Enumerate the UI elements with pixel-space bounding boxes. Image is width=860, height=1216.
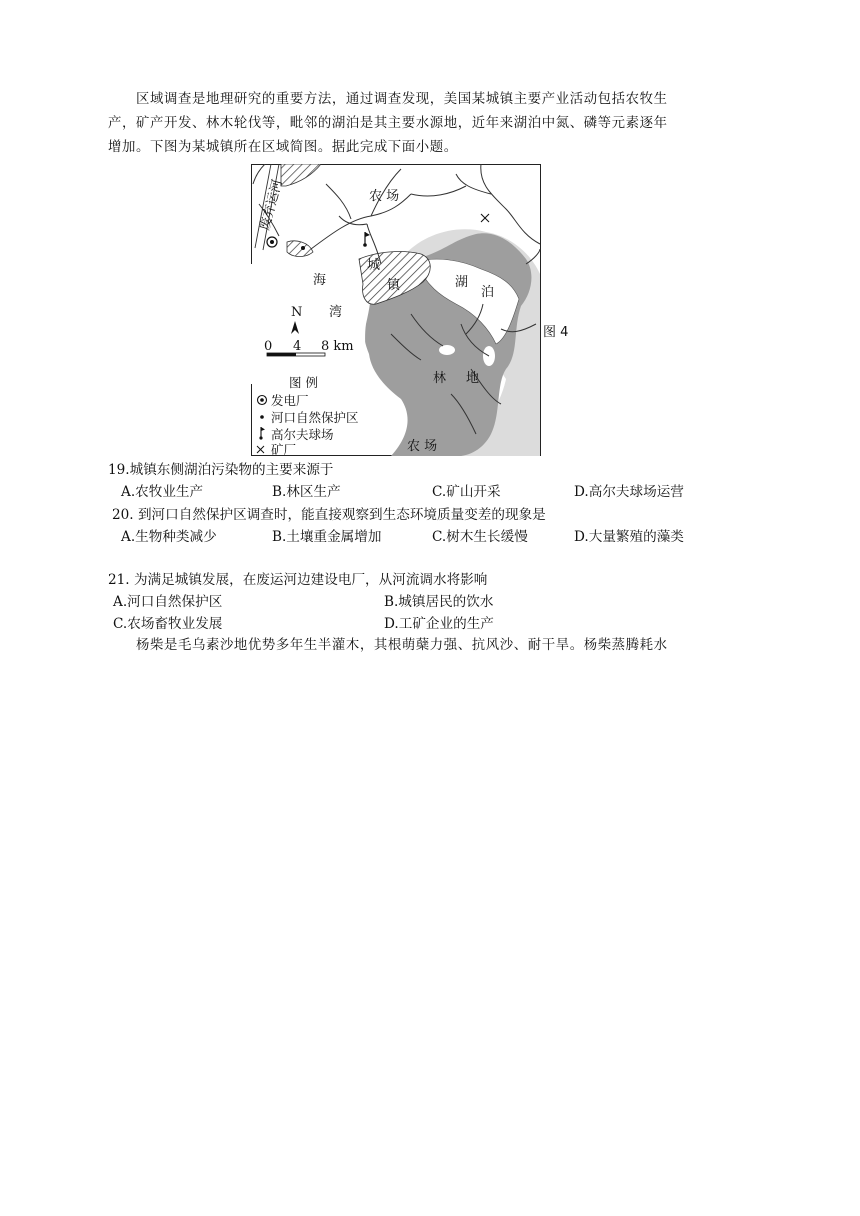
power-plant-icon bbox=[267, 237, 277, 247]
label-town-2: 镇 bbox=[387, 278, 401, 293]
question-19-stem: 19.城镇东侧湖泊污染物的主要来源于 bbox=[108, 462, 334, 478]
estuary-reserve-icon bbox=[301, 246, 305, 250]
legend-reserve-icon bbox=[260, 415, 264, 419]
scale-0: 0 bbox=[264, 339, 273, 354]
question-19-option-b[interactable]: B.林区生产 bbox=[272, 484, 341, 500]
intro-paragraph bbox=[108, 88, 728, 160]
label-lake-2: 泊 bbox=[481, 285, 495, 300]
scale-4: 4 bbox=[293, 339, 302, 354]
legend-item-reserve: 河口自然保护区 bbox=[271, 410, 359, 425]
small-lake bbox=[439, 345, 455, 355]
label-forest-1: 林 bbox=[433, 371, 447, 386]
bay-area bbox=[251, 258, 372, 384]
question-19-option-a[interactable]: A.农牧业生产 bbox=[121, 484, 204, 500]
intro-line-2: 产，矿产开发、林木轮伐等，毗邻的湖泊是其主要水源地，近年来湖泊中氮、磷等元素逐年 bbox=[108, 116, 668, 131]
label-town-1: 城 bbox=[367, 258, 381, 273]
intro-line-1: 区域调查是地理研究的重要方法，通过调查发现，美国某城镇主要产业活动包括农牧生 bbox=[136, 92, 668, 107]
label-bay-2: 湾 bbox=[329, 305, 343, 320]
question-21-option-a[interactable]: A.河口自然保护区 bbox=[113, 594, 223, 610]
question-21-option-c[interactable]: C.农场畜牧业发展 bbox=[113, 616, 223, 632]
question-20-option-b[interactable]: B.土壤重金属增加 bbox=[272, 529, 382, 545]
legend-item-mine: 矿厂 bbox=[271, 442, 297, 456]
figure-caption: 图 4 bbox=[543, 325, 569, 340]
question-20-stem: 20. 到河口自然保护区调查时，能直接观察到生态环境质量变差的现象是 bbox=[112, 507, 546, 523]
label-forest-2: 地 bbox=[466, 371, 480, 386]
region-map bbox=[251, 164, 541, 456]
legend-item-golf: 高尔夫球场 bbox=[271, 427, 334, 442]
question-19-option-d[interactable]: D.高尔夫球场运营 bbox=[574, 484, 684, 500]
legend-item-power-plant: 发电厂 bbox=[271, 393, 309, 408]
north-label: N bbox=[291, 305, 303, 320]
question-20-option-d[interactable]: D.大量繁殖的藻类 bbox=[574, 529, 684, 545]
scale-8: 8 km bbox=[321, 339, 354, 354]
label-farm-top: 农 场 bbox=[369, 189, 400, 204]
next-passage-line: 杨柴是毛乌素沙地优势多年生半灌木，其根萌蘖力强、抗风沙、耐干旱。杨柴蒸腾耗水 bbox=[136, 638, 668, 653]
question-20-option-c[interactable]: C.树木生长缓慢 bbox=[432, 529, 528, 545]
region-map-svg bbox=[251, 164, 541, 456]
question-21-option-b[interactable]: B.城镇居民的饮水 bbox=[384, 594, 494, 610]
question-20-option-a[interactable]: A.生物种类减少 bbox=[121, 529, 217, 545]
question-21-option-d[interactable]: D.工矿企业的生产 bbox=[384, 616, 494, 632]
question-19-option-c[interactable]: C.矿山开采 bbox=[432, 484, 501, 500]
legend-title: 图 例 bbox=[289, 375, 318, 390]
intro-line-3: 增加。下图为某城镇所在区域简图。据此完成下面小题。 bbox=[108, 140, 458, 155]
label-lake-1: 湖 bbox=[455, 275, 469, 290]
label-farm-bottom: 农 场 bbox=[407, 439, 438, 454]
label-bay-1: 海 bbox=[313, 273, 327, 288]
label-abandoned-canal: 废弃运河 bbox=[257, 177, 286, 233]
question-21-stem: 21. 为满足城镇发展，在废运河边建设电厂，从河流调水将影响 bbox=[108, 572, 488, 588]
